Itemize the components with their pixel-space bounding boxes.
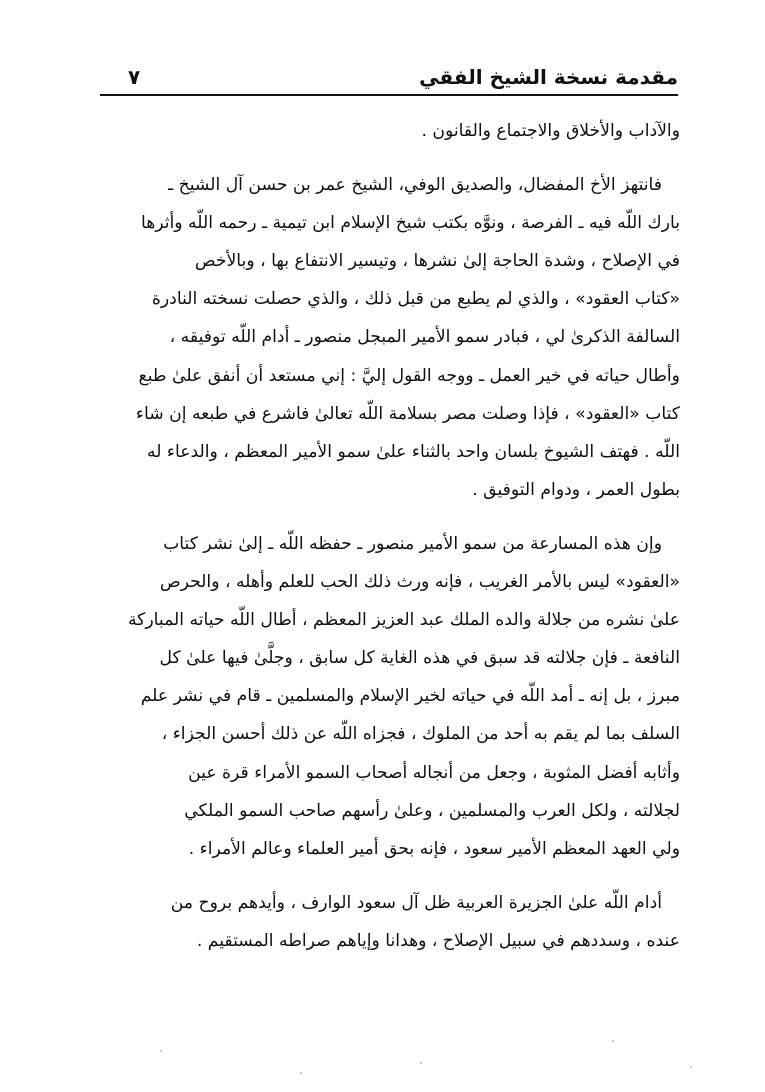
text-line: لجلالته ، ولكل العرب والمسلمين ، وعلىٰ رأسهم صاحب السمو الملكي (184, 800, 680, 821)
text-line: النافعة ـ فإن جلالته قد سبق في هذه الغاية كل سابق ، وجلَّىٰ فيها علىٰ كل (159, 648, 680, 669)
text-line: في الإصلاح ، وشدة الحاجة إلىٰ نشرها ، وتيسير الانتفاع بها ، وبالأخص (194, 251, 680, 272)
paragraph-gap (102, 150, 680, 166)
body-text (102, 112, 680, 960)
paragraph-gap (102, 868, 680, 884)
text-line: «كتاب العقود» ، والذي لم يطبع من قبل ذلك ، والذي حصلت نسخته النادرة (151, 289, 680, 310)
text-line: بطول العمر ، ودوام التوفيق . (472, 479, 680, 500)
text-line: مبرز ، بل إنه ـ أمد اللّه في حياته لخير الإسلام والمسلمين ـ قام في نشر علم (140, 686, 680, 707)
text-line: أدام اللّه علىٰ الجزيرة العربية ظل آل سعود الوارف ، وأيدهم بروح من (170, 892, 662, 913)
paragraph-sheikh-omar (102, 166, 680, 509)
paragraph-continuation (102, 112, 680, 150)
text-line: كتاب «العقود» ، فإذا وصلت مصر بسلامة اللّه تعالىٰ فاشرع في طبعه إن شاء (135, 403, 680, 424)
scan-speck (300, 1072, 302, 1074)
text-line: والآداب والأخلاق والاجتماع والقانون . (421, 121, 680, 141)
text-line: «العقود» ليس بالأمر الغريب ، فإنه ورث ذلك الحب للعلم وأهله ، والحرص (159, 572, 680, 593)
scan-speck (612, 1040, 614, 1042)
text-line: السلف بما لم يقم به أحد من الملوك ، فجزاه اللّه عن ذلك أحسن الجزاء ، (161, 724, 680, 745)
text-line: فانتهز الأخ المفضال، والصديق الوفي، الشيخ عمر بن حسن آل الشيخ ـ (168, 175, 662, 196)
header-rule (100, 94, 678, 96)
text-line: علىٰ نشره من جلالة والده الملك عبد العزيز المعظم ، أطال اللّه حياته المباركة (127, 610, 680, 631)
running-header (100, 60, 678, 96)
scan-speck (160, 1050, 162, 1052)
text-line: وأطال حياته في خير العمل ـ ووجه القول إليَّ : إني مستعد أن أنفق علىٰ طبع (138, 365, 680, 386)
paragraph-gap (102, 509, 680, 525)
text-line: اللّه . فهتف الشيوخ بلسان واحد بالثناء علىٰ سمو الأمير المعظم ، والدعاء له (147, 441, 680, 462)
text-line: السالفة الذكرىٰ لي ، فبادر سمو الأمير المبجل منصور ـ أدام اللّه توفيقه ، (169, 327, 680, 348)
paragraph-prince-mansour (102, 525, 680, 868)
scan-speck (420, 1062, 422, 1064)
paragraph-closing-prayer (102, 884, 680, 960)
text-line: ولي العهد المعظم الأمير سعود ، فإنه بحق أمير العلماء وعالم الأمراء . (188, 838, 680, 859)
text-line: بارك اللّه فيه ـ الفرصة ، ونوَّه بكتب شيخ الإسلام ابن تيمية ـ رحمه اللّه وأثرها (140, 213, 680, 234)
text-line: وأثابه أفضل المثوبة ، وجعل من أنجاله أصحاب السمو الأمراء قرة عين (188, 762, 680, 783)
running-title: مقدمة نسخة الشيخ الفقي (419, 65, 678, 89)
scan-speck (690, 1066, 692, 1068)
text-line: عنده ، وسددهم في سبيل الإصلاح ، وهدانا وإياهم صراطه المستقيم . (196, 930, 680, 951)
page-number: ٧ (128, 65, 141, 89)
text-line: وإن هذه المسارعة من سمو الأمير منصور ـ حفظه اللّه ـ إلىٰ نشر كتاب (163, 533, 662, 554)
